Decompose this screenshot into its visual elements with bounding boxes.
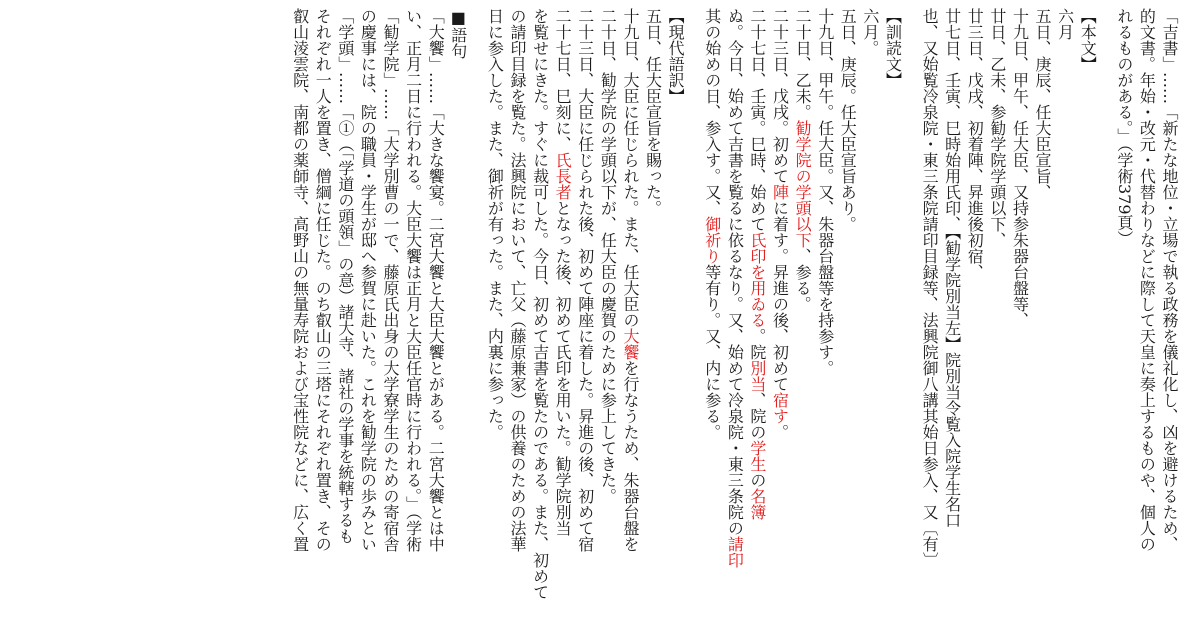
section-gap: [1098, 8, 1112, 635]
text-segment: 五日、任大臣宣旨を賜った。: [643, 8, 663, 216]
text-line: [791, 8, 814, 635]
text-segment: ■語句: [448, 8, 468, 59]
text-segment: を覧せにきた。すぐに裁可した。今日、初めて吉書を覧たのである。また、初めて: [530, 8, 550, 600]
text-segment: 。院: [747, 328, 767, 360]
text-segment: 二十三日、戊戌。初めて: [770, 8, 790, 184]
text-segment: 、院の: [747, 392, 767, 440]
text-segment: 五日、庚辰。任大臣宣旨あり。: [838, 8, 858, 232]
text-line: [723, 8, 746, 635]
highlighted-term: 陣: [770, 184, 790, 200]
text-segment: 六月。: [860, 8, 880, 56]
text-line: [333, 8, 356, 635]
text-segment: 十九日、大臣に任じられた。また、任大臣の: [620, 8, 640, 328]
text-segment: れるものがある。」（学術379頁）: [1114, 8, 1134, 247]
text-line: [1135, 8, 1158, 635]
text-line: [836, 8, 859, 635]
text-line: [985, 8, 1008, 635]
text-segment: 「吉書」……「新たな地位・立場で執る政務を儀礼化し、凶を避けるため、: [1160, 8, 1179, 552]
text-line: [1053, 8, 1076, 635]
text-line: [446, 8, 469, 635]
text-line: [664, 8, 687, 635]
text-line: [311, 8, 334, 635]
text-line: [1076, 8, 1099, 635]
text-line: [1030, 8, 1053, 635]
text-line: [813, 8, 836, 635]
text-segment: 二十日、勧学院の学頭以下が、任大臣の慶賀のために参上してきた。: [598, 8, 618, 504]
text-segment: 二十三日、大臣に任じられた後、初めて陣座に着した。昇進の後、初めて宿: [575, 8, 595, 552]
text-line: [641, 8, 664, 635]
text-segment: の請印目録を覧た。法興院において、亡父（藤原兼家）の供養のための法華: [507, 8, 527, 552]
text-segment: 二十日、乙未。: [793, 8, 813, 120]
text-line: [505, 8, 528, 635]
text-segment: 二十七日、巳刻に、: [553, 8, 573, 152]
highlighted-term: 別当: [747, 360, 767, 392]
text-segment: 的文書。年始・改元・代替わりなどに際して天皇に奏上するものや、個人の: [1137, 8, 1157, 552]
text-segment: 五日、庚辰、任大臣宣旨、: [1033, 8, 1053, 200]
text-line: [940, 8, 963, 635]
text-line: [356, 8, 379, 635]
text-segment: 「勧学院」……「大学別曹の一で、藤原氏出身の大学寮学生のための寄宿舎: [381, 8, 400, 552]
text-line: [1008, 8, 1031, 635]
text-line: [424, 8, 447, 635]
section-gap: [903, 8, 917, 635]
text-line: [551, 8, 574, 635]
text-segment: 二十七日、壬寅。巳時、始めて: [747, 8, 767, 232]
vertical-text-body: [288, 8, 1180, 635]
text-line: [768, 8, 791, 635]
text-segment: 廿日、乙未、参勧学院学頭以下、: [987, 8, 1007, 248]
text-line: [858, 8, 881, 635]
text-segment: ぬ。今日、始めて吉書を覧るに依るなり。又、始めて冷泉院・東三条院の: [725, 8, 745, 536]
text-segment: 「大饗」……「大きな饗宴。二宮大饗と大臣大饗とがある。二宮大饗とは中: [426, 8, 446, 552]
text-segment: となった後、初めて氏印を用いた。勧学院別当: [553, 200, 573, 536]
text-segment: 、参る。: [793, 248, 813, 312]
text-line: [596, 8, 619, 635]
text-segment: 【現代語訳】: [666, 8, 686, 104]
text-line: [401, 8, 424, 635]
text-segment: 日に参入した。また、御祈が有った。また、内裏に参った。: [485, 8, 505, 440]
text-line: [483, 8, 506, 635]
section-gap: [686, 8, 700, 635]
text-segment: に着す。昇進の後、初めて: [770, 200, 790, 392]
text-line: [917, 8, 940, 635]
text-segment: 等有り。又、内に参る。: [702, 264, 722, 440]
text-segment: 十九日、甲午。任大臣。又、朱器台盤等を持参す。: [815, 8, 835, 376]
text-segment: 【本文】: [1078, 8, 1098, 72]
text-segment: い、正月二日に行われる。大臣大饗は正月と大臣任官時に行われる。」（学術: [403, 8, 423, 552]
text-line: [1112, 8, 1135, 635]
text-segment: 六月: [1055, 8, 1075, 40]
text-segment: の: [747, 472, 767, 488]
highlighted-term: 氏長者: [553, 152, 573, 200]
text-segment: 。: [770, 424, 790, 440]
highlighted-term: 請印: [725, 536, 745, 568]
text-segment: 廿七日、壬寅、巳時始用氏印、【勧学院別当左】院別当令覧入院学生名口: [942, 8, 962, 528]
text-segment: 叡山淩雲院、南都の薬師寺、高野山の無量寿院および宝性院などに、広く置: [290, 8, 310, 552]
text-segment: 【訓読文】: [883, 8, 903, 88]
text-line: [618, 8, 641, 635]
highlighted-term: 名簿: [747, 488, 767, 520]
text-segment: 也、又始覧冷泉院・東三条院請印目録等、法興院御八講其始日参入、又〔有〕: [920, 8, 940, 568]
text-line: [963, 8, 986, 635]
text-segment: を行なうため、朱器台盤を: [620, 360, 640, 552]
text-segment: 廿三日、戊戌、初着陣、昇進後初宿、: [965, 8, 985, 280]
text-line: [700, 8, 723, 635]
highlighted-term: 宿す: [770, 392, 790, 424]
text-line: [881, 8, 904, 635]
highlighted-term: 学生: [747, 440, 767, 472]
highlighted-term: 氏印を用ゐる: [747, 232, 767, 328]
text-segment: 「学頭」……「①（「学道の頭領」の意）諸大寺、諸社の学事を統轄するも: [335, 8, 355, 544]
section-gap: [469, 8, 483, 635]
text-segment: 其の始めの日、参入す。又、: [702, 8, 722, 216]
highlighted-term: 御祈り: [702, 216, 722, 264]
text-line: [378, 8, 401, 635]
text-line: [573, 8, 596, 635]
highlighted-term: 勧学院の学頭以下: [793, 120, 813, 248]
text-line: [528, 8, 551, 635]
text-segment: 十九日、甲午、任大臣、又持参朱器台盤等、: [1010, 8, 1030, 328]
text-line: [745, 8, 768, 635]
highlighted-term: 大饗: [620, 328, 640, 360]
text-line: [1157, 8, 1180, 635]
text-segment: それぞれ一人を置き、僧綱に任じた。のち叡山の三塔にそれぞれ置き、その: [313, 8, 333, 552]
text-line: [288, 8, 311, 635]
text-segment: の慶事には、院の職員・学生が邸へ参賀に赴いた。これを勧学院の歩みとい: [358, 8, 378, 552]
